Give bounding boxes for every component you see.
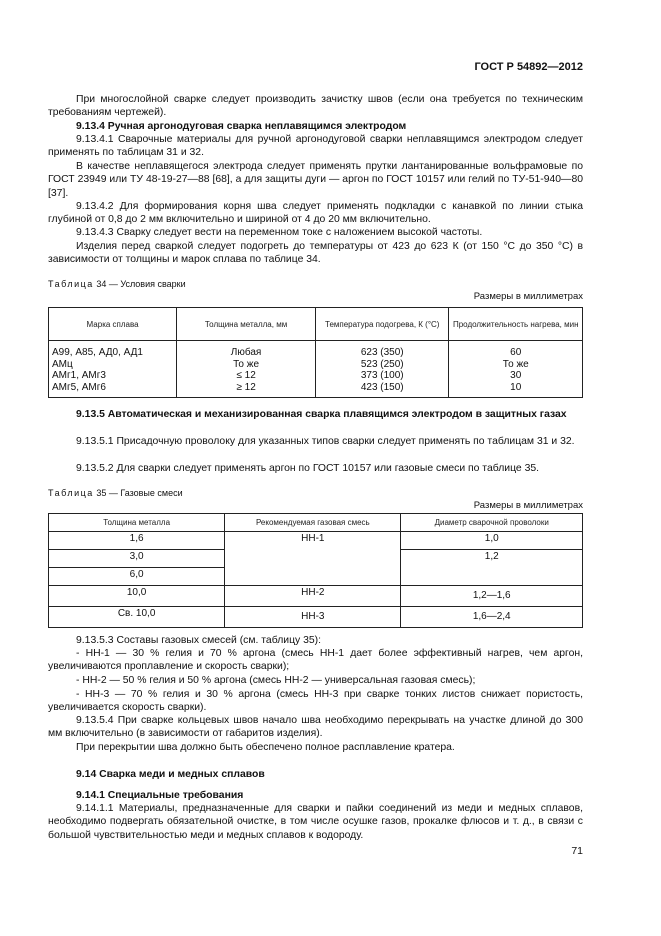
cell: 1,2	[401, 550, 583, 586]
table-row	[49, 532, 583, 550]
list-item: - НН-1 — 30 % гелия и 70 % аргона (смесь НН-1 дает более эффективный нагрев, чем аргон, увеличиваются проплавление и скорость сварки);	[48, 648, 583, 673]
cell: Св. 10,0	[49, 607, 225, 628]
cell: 6,0	[49, 568, 225, 586]
cell: 1,0	[401, 532, 583, 550]
paragraph: 9.13.4.2 Для формирования корня шва следует применять подкладки с канавкой по линии стыка глубиной от 0,8 до 2 мм включительно и шириной от 4 до 20 мм включительно.	[48, 201, 583, 226]
table-row	[49, 382, 583, 398]
column-header: Толщина металла	[49, 514, 225, 532]
paragraph: 9.13.5.1 Присадочную проволоку для указанных типов сварки следует применять по таблицам 31 и 32.	[76, 436, 575, 447]
cell: 1,2—1,6	[401, 586, 583, 607]
table-row	[49, 341, 583, 359]
cell: То же	[449, 359, 583, 371]
cell: 3,0	[49, 550, 225, 568]
cell: АМг5, АМг6	[49, 382, 177, 398]
paragraph: 9.14.1.1 Материалы, предназначенные для сварки и пайки соединений из меди и медных сплавов, необходимо подвергать обязательной очистке, в том числе осушке газов, прокалке флюсов и т. д., в связи с большой чувствительностью меди и медных сплавов к водороду.	[48, 803, 583, 841]
table-row	[49, 370, 583, 382]
cell: А99, А85, АД0, АД1	[49, 341, 177, 359]
list-item: - НН-3 — 70 % гелия и 30 % аргона (смесь НН-3 при сварке тонких листов снижает пористость, увеличивается скорость сварки).	[48, 689, 583, 714]
table-35-units: Размеры в миллиметрах	[473, 500, 583, 511]
cell: 1,6	[49, 532, 225, 550]
cell: НН-2	[225, 586, 401, 607]
list-item: - НН-2 — 50 % гелия и 50 % аргона (смесь НН-2 — универсальная газовая смесь);	[76, 675, 476, 686]
table-34-caption	[48, 278, 186, 291]
cell: То же	[177, 359, 316, 371]
cell: АМц	[49, 359, 177, 371]
cell: 523 (250)	[315, 359, 449, 371]
paragraph: При многослойной сварке следует производить зачистку швов (если она требуется по техническим требованиям чертежей).	[48, 94, 583, 119]
cell: Любая	[177, 341, 316, 359]
paragraph: 9.13.4.1 Сварочные материалы для ручной аргонодуговой сварки неплавящимся электродом следует применять по таблицам 31 и 32.	[48, 134, 583, 159]
section-heading: 9.13.4 Ручная аргонодуговая сварка неплавящимся электродом	[76, 121, 407, 132]
table-header-row	[49, 514, 583, 532]
document-header: ГОСТ Р 54892—2012	[474, 61, 583, 73]
table-35	[48, 513, 583, 628]
cell: 60	[449, 341, 583, 359]
column-header: Толщина металла, мм	[177, 308, 316, 341]
paragraph: 9.13.5.2 Для сварки следует применять аргон по ГОСТ 10157 или газовые смеси по таблице 35.	[76, 463, 540, 474]
paragraph: 9.13.5.3 Составы газовых смесей (см. таблицу 35):	[76, 635, 322, 646]
table-row	[49, 359, 583, 371]
cell: ≤ 12	[177, 370, 316, 382]
cell: 10	[449, 382, 583, 398]
table-header-row	[49, 308, 583, 341]
table-34	[48, 307, 583, 398]
cell: 373 (100)	[315, 370, 449, 382]
paragraph: Изделия перед сваркой следует подогреть до температуры от 423 до 623 К (от 150 °С до 350 °С) в зависимости от толщины и марок сплава по таблице 34.	[48, 241, 583, 266]
column-header: Диаметр сварочной проволоки	[401, 514, 583, 532]
paragraph: 9.13.5.4 При сварке кольцевых швов начало шва необходимо перекрывать на участке длиной до 300 мм включительно (в зависимости от габаритов изделия).	[48, 715, 583, 740]
paragraph: При перекрытии шва должно быть обеспечено полное расплавление кратера.	[76, 742, 455, 753]
table-34-units: Размеры в миллиметрах	[473, 291, 583, 302]
column-header: Марка сплава	[49, 308, 177, 341]
table-35-caption	[48, 487, 183, 500]
cell: НН-3	[225, 607, 401, 628]
section-heading: 9.14 Сварка меди и медных сплавов	[76, 769, 265, 780]
column-header: Температура подогрева, К (°С)	[315, 308, 449, 341]
cell: 423 (150)	[315, 382, 449, 398]
paragraph: В качестве неплавящегося электрода следует применять прутки лантанированные вольфрамовые по ГОСТ 23949 или ТУ 48-19-27—88 [68], а для защиты дуги — аргон по ГОСТ 10157 или гелий по ТУ-51-940—80 [37].	[48, 161, 583, 199]
column-header: Продолжительность нагрева, мин	[449, 308, 583, 341]
table-row	[49, 586, 583, 607]
cell: 10,0	[49, 586, 225, 607]
table-label: Таблица	[48, 488, 94, 498]
table-row	[49, 607, 583, 628]
section-heading: 9.13.5 Автоматическая и механизированная сварка плавящимся электродом в защитных газах	[76, 409, 567, 420]
cell: АМг1, АМг3	[49, 370, 177, 382]
table-caption-text: 34 — Условия сварки	[96, 279, 186, 289]
cell: 623 (350)	[315, 341, 449, 359]
page-number: 71	[571, 845, 583, 857]
cell: НН-1	[225, 532, 401, 586]
column-header: Рекомендуемая газовая смесь	[225, 514, 401, 532]
table-label: Таблица	[48, 279, 94, 289]
paragraph: 9.13.4.3 Сварку следует вести на переменном токе с наложением высокой частоты.	[76, 227, 483, 238]
section-heading: 9.14.1 Специальные требования	[76, 790, 244, 801]
table-caption-text: 35 — Газовые смеси	[96, 488, 183, 498]
cell: 30	[449, 370, 583, 382]
cell: 1,6—2,4	[401, 607, 583, 628]
cell: ≥ 12	[177, 382, 316, 398]
